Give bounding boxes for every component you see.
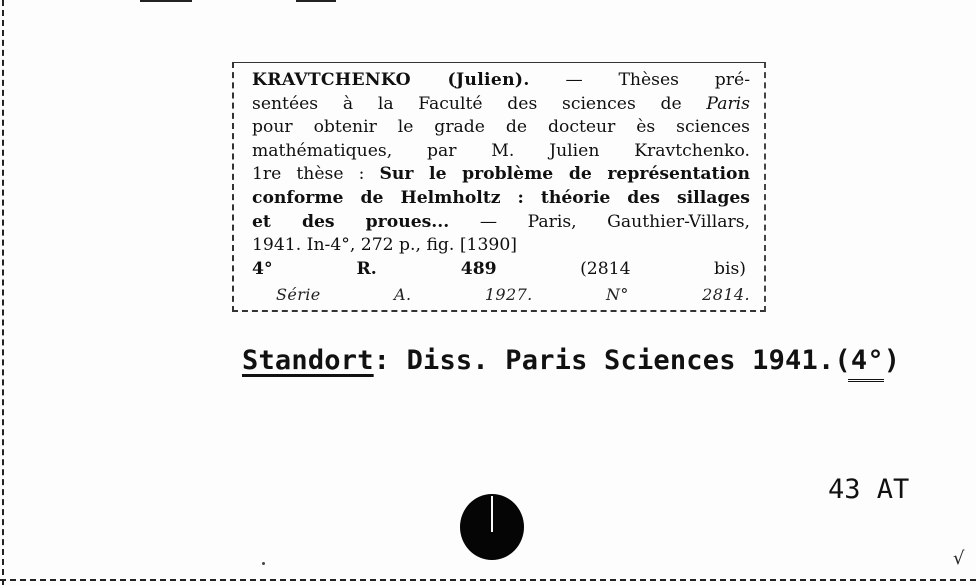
clipping-line-1 — [252, 69, 750, 93]
shelfmark: 4° R. 489 — [252, 258, 497, 279]
punch-hole-mark — [491, 496, 493, 532]
pasted-bibliographic-clipping — [232, 62, 766, 312]
shelfmark-line — [252, 258, 750, 282]
shelfmark-extra: (2814 bis) — [580, 258, 747, 279]
card-left-edge — [2, 0, 4, 585]
card-bottom-edge — [0, 579, 976, 581]
series-reference: Série A. 1927. N° 2814. — [276, 285, 750, 305]
standort-label: Standort — [242, 345, 374, 376]
title-start: — Thèses pré- — [529, 70, 750, 90]
thesis-number: 1re thèse : — [252, 164, 380, 185]
standort-line — [242, 345, 900, 376]
clipping-line-3: pour obtenir le grade de docteur ès sciences — [252, 117, 750, 138]
card-top-mark — [296, 0, 336, 2]
place-paris: Paris — [706, 93, 750, 114]
clipping-line-text: sentées à la Faculté des sciences de — [252, 93, 707, 114]
clipping-line-4: mathématiques, par M. Julien Kravtchenko. — [252, 140, 750, 161]
standort-format: (4°) — [834, 345, 901, 376]
clipping-line-7 — [252, 211, 750, 235]
clipping-line-6: conforme de Helmholtz : théorie des sillages — [252, 187, 750, 208]
author-name: KRAVTCHENKO (Julien). — [252, 70, 530, 90]
clipping-line-5 — [252, 163, 750, 187]
thesis-title: Sur le problème de représentation — [379, 164, 750, 185]
standort-text: : Diss. Paris Sciences 1941. — [373, 345, 835, 376]
ink-dot — [262, 562, 265, 565]
clipping-line-8: 1941. In-4°, 272 p., fig. [1390] — [252, 235, 517, 256]
clipping-line-2 — [252, 93, 750, 117]
card-top-mark — [140, 0, 192, 2]
publisher: — Paris, Gauthier-Villars, — [449, 211, 750, 232]
call-number: 43 AT — [828, 474, 910, 505]
check-mark: √ — [953, 548, 965, 569]
clipping-text — [252, 69, 750, 307]
thesis-title-end: et des proues... — [252, 211, 450, 232]
